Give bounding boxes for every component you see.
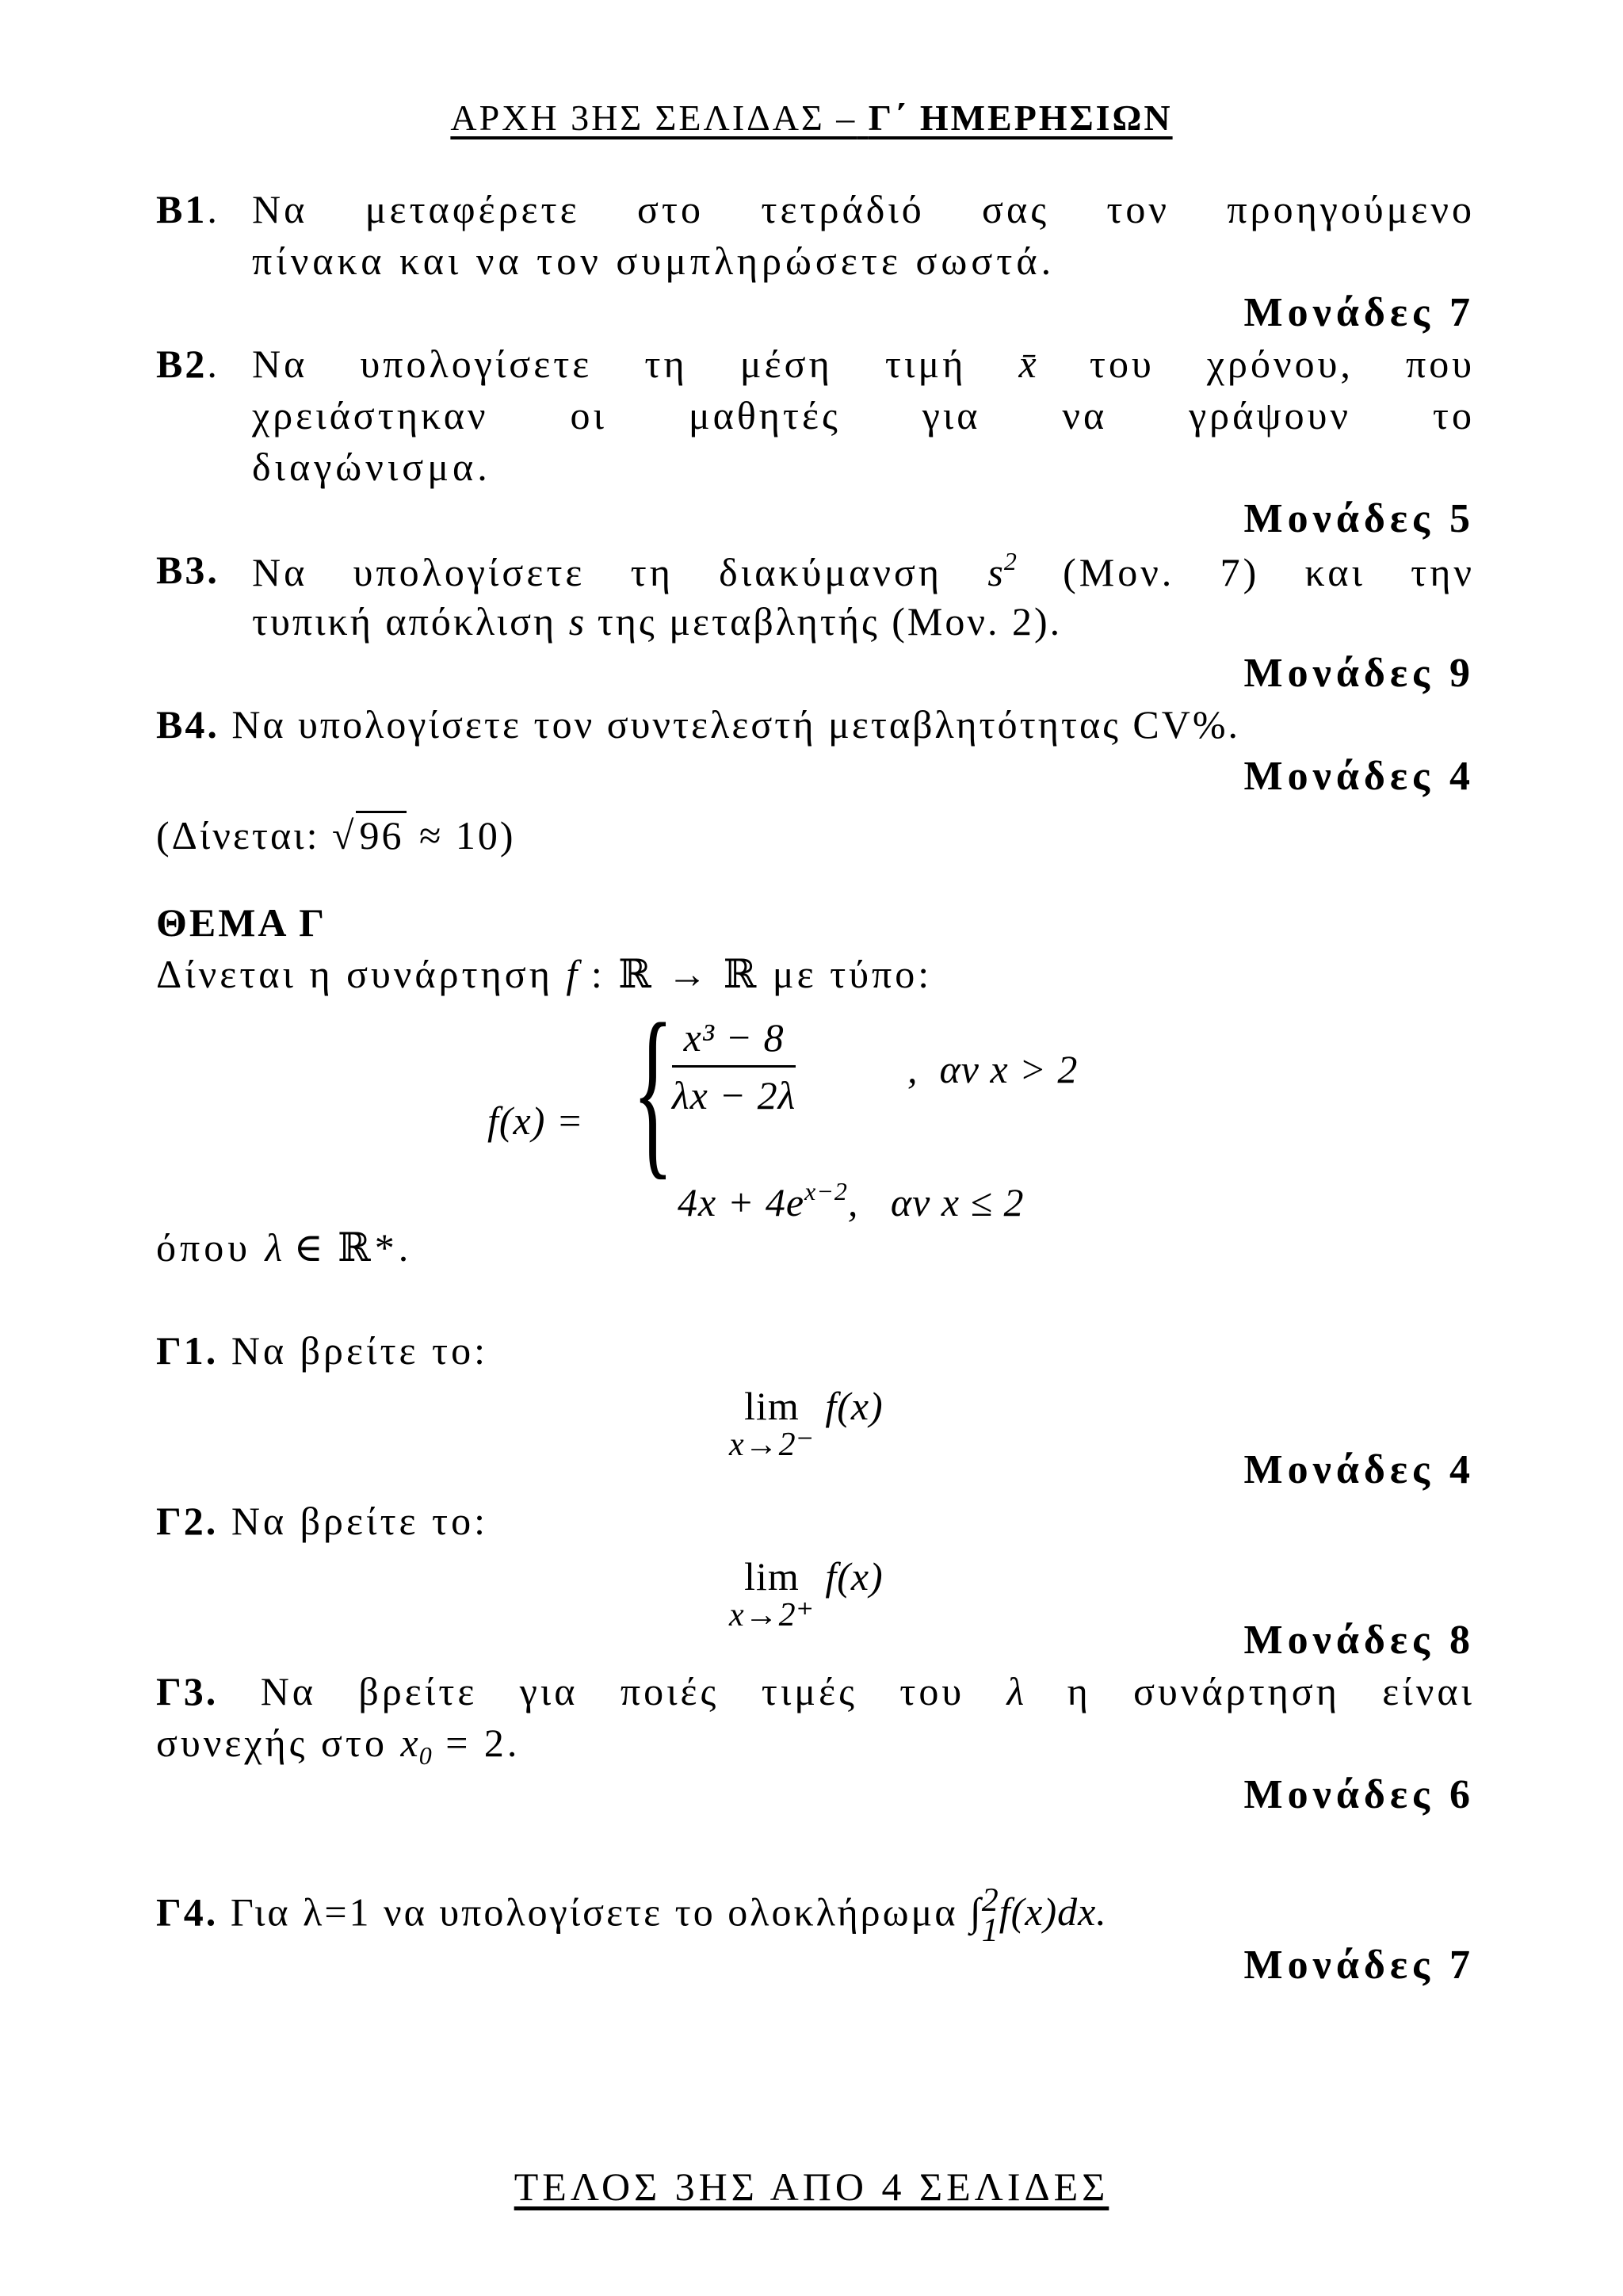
g4-label: Γ4. xyxy=(156,1889,219,1935)
b3-line2-a: τυπική απόκλιση xyxy=(252,599,557,644)
g3-line2: συνεχής στο $x_0 = 2$. xyxy=(156,1721,521,1770)
b3-s: s xyxy=(568,599,586,644)
given-open: (Δίνεται: xyxy=(156,813,320,858)
fraction-numerator: x³ − 8 xyxy=(672,1014,796,1068)
g2-text: Να βρείτε το: xyxy=(231,1499,489,1543)
b4-text: Να υπολογίσετε τον συντελεστή μεταβλητότητας CV%. xyxy=(231,702,1241,747)
g1-label: Γ1. xyxy=(156,1328,219,1373)
g3-line1: Γ3. Να βρείτε για ποιές τιμές του λ η συνάρτηση είναι xyxy=(156,1669,1475,1713)
b3-line1-b: (Μον. 7) και την xyxy=(1063,550,1476,594)
b2-marks: Μονάδες 5 xyxy=(1243,496,1475,541)
piecewise-brace: { xyxy=(632,984,674,1195)
g2-label: Γ2. xyxy=(156,1499,219,1543)
theme-title: ΘΕΜΑ Γ xyxy=(156,900,327,945)
b2-line3: διαγώνισμα. xyxy=(252,445,491,489)
g4-line xyxy=(156,1882,1107,1949)
sqrt-radicand: 96 xyxy=(356,811,407,858)
b1-label: Β1 xyxy=(156,187,208,231)
piecewise-fraction xyxy=(672,1014,796,1118)
b2-line2: χρειάστηκαν οι μαθητές για να γράψουν το xyxy=(252,393,1475,437)
theme-f: f xyxy=(566,952,579,996)
b2-line1-b: του χρόνου, που xyxy=(1089,342,1476,386)
piecewise-cond1: , αν x > 2 xyxy=(907,1047,1079,1091)
g1-text: Να βρείτε το: xyxy=(231,1328,489,1373)
g3-marks: Μονάδες 6 xyxy=(1243,1772,1475,1817)
given-rest: ≈ 10) xyxy=(418,813,516,858)
b4-label: Β4. xyxy=(156,702,220,747)
theme-intro xyxy=(156,951,932,997)
b3-line2-b: της μεταβλητής (Μον. 2). xyxy=(597,599,1063,644)
b4-marks: Μονάδες 4 xyxy=(1243,754,1475,799)
header-bold: Γ΄ ΗΜΕΡΗΣΙΩΝ xyxy=(868,97,1173,138)
b1-label-wrap: Β1. xyxy=(156,187,221,231)
b3-line1 xyxy=(252,547,1475,595)
g1-marks: Μονάδες 4 xyxy=(1243,1447,1475,1492)
piecewise-lhs: f(x) = xyxy=(487,1098,584,1143)
b2-xbar: x̄ xyxy=(1018,342,1037,386)
g4-integral: ∫ 2 1 f(x)dx. xyxy=(970,1882,1107,1949)
b3-line1-a: Να υπολογίσετε τη διακύμανση xyxy=(252,550,943,594)
page-footer: ΤΕΛΟΣ 3ΗΣ ΑΠΟ 4 ΣΕΛΙΔΕΣ xyxy=(514,2164,1109,2209)
theme-intro-b: : ℝ → ℝ με τύπο: xyxy=(590,952,933,996)
b3-label: Β3. xyxy=(156,548,220,592)
where-line: όπου λ ∈ ℝ*. xyxy=(156,1225,413,1270)
g4-marks: Μονάδες 7 xyxy=(1243,1943,1475,1988)
page-header xyxy=(0,97,1623,139)
b3-marks: Μονάδες 9 xyxy=(1243,651,1475,696)
theme-intro-a: Δίνεται η συνάρτηση xyxy=(156,952,553,996)
b3-s2: $s^2$ xyxy=(987,547,1018,594)
g1-limit: lim x→2⁻ f(x) xyxy=(729,1384,884,1463)
g4-text: Για λ=1 να υπολογίσετε το ολοκλήρωμα xyxy=(230,1889,958,1935)
g2-line xyxy=(156,1498,488,1544)
g2-marks: Μονάδες 8 xyxy=(1243,1618,1475,1663)
b3-line2 xyxy=(252,598,1062,644)
header-prefix: ΑΡΧΗ 3ΗΣ ΣΕΛΙΔΑΣ – xyxy=(450,97,857,138)
g1-line xyxy=(156,1328,488,1373)
b2-label-wrap: Β2. xyxy=(156,342,221,386)
b3-label-wrap xyxy=(156,547,220,593)
given-note: (Δίνεται: √96 ≈ 10) xyxy=(156,812,516,858)
b2-line1 xyxy=(252,341,1475,387)
b2-label: Β2 xyxy=(156,342,208,386)
fraction-denominator: λx − 2λ xyxy=(672,1073,796,1117)
b1-line2: πίνακα και να τον συμπληρώσετε σωστά. xyxy=(252,239,1056,283)
b1-marks: Μονάδες 7 xyxy=(1243,290,1475,335)
piecewise-expr2: $4x + 4e^{x-2}$, αν x ≤ 2 xyxy=(678,1177,1025,1224)
b2-line1-a: Να υπολογίσετε τη μέση τιμή xyxy=(252,342,967,386)
g3-label: Γ3. xyxy=(156,1669,219,1713)
b1-line1: Να μεταφέρετε στο τετράδιό σας τον προηγούμενο xyxy=(252,187,1475,231)
g2-limit: lim x→2⁺ f(x) xyxy=(729,1554,884,1633)
b4-line xyxy=(156,701,1240,747)
